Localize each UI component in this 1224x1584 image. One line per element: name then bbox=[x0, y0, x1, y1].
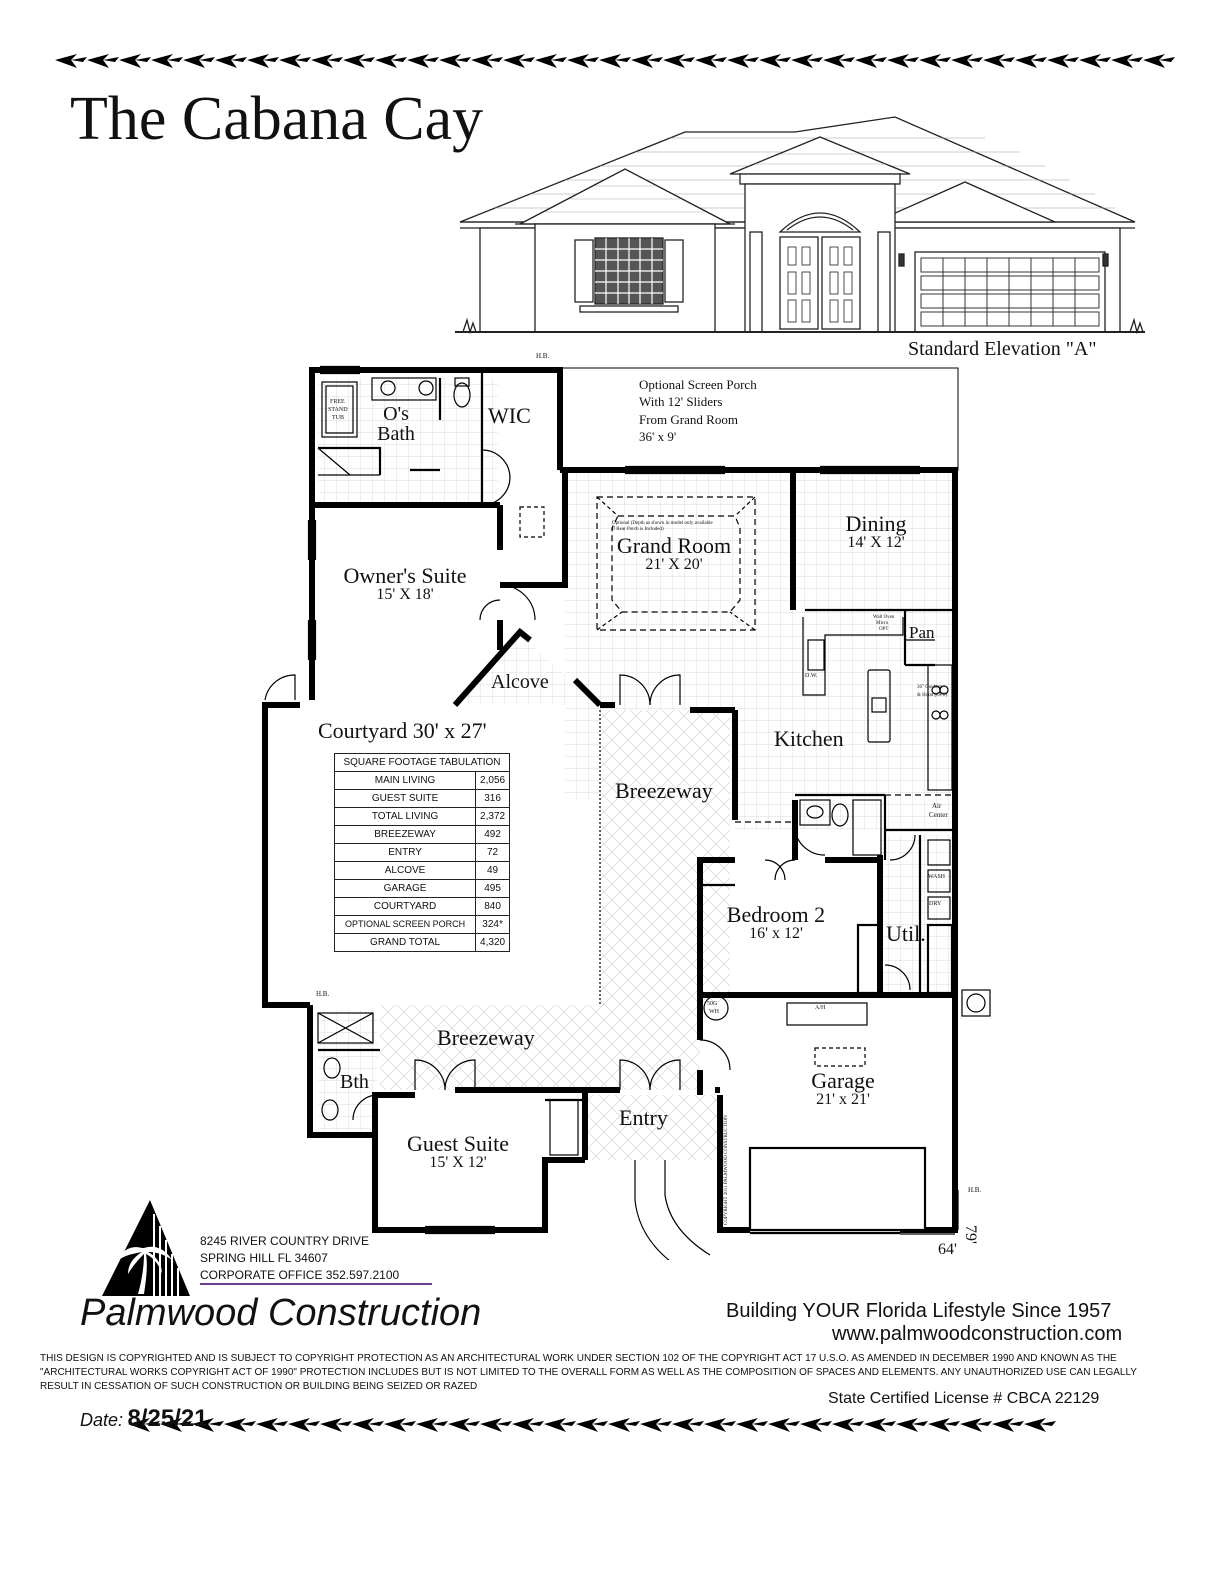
screen-porch-line1: Optional Screen Porch bbox=[639, 377, 757, 392]
dining-label bbox=[826, 512, 926, 552]
sqft-row-label: BREEZEWAY bbox=[335, 826, 476, 844]
plan-title: The Cabana Cay bbox=[70, 85, 484, 153]
screen-porch-line3: From Grand Room bbox=[639, 412, 738, 427]
screen-porch-line4: 36' x 9' bbox=[639, 429, 677, 444]
table-row bbox=[335, 772, 510, 790]
sqft-row-value: 72 bbox=[476, 844, 510, 862]
bedroom2-name: Bedroom 2 bbox=[726, 902, 826, 927]
border-arrow-shape bbox=[944, 1421, 960, 1426]
garage-label bbox=[793, 1069, 893, 1109]
washer-label: WASH bbox=[928, 874, 946, 880]
water-heater-label-line1: 50G bbox=[707, 1001, 718, 1007]
border-arrow-shape bbox=[1008, 1421, 1024, 1426]
accent-underline bbox=[200, 1283, 432, 1285]
sqft-row-label: OPTIONAL SCREEN PORCH bbox=[335, 916, 476, 934]
dining-name: Dining bbox=[845, 511, 907, 536]
sqft-row-label: MAIN LIVING bbox=[335, 772, 476, 790]
address-line2: SPRING HILL FL 34607 bbox=[200, 1251, 328, 1265]
dishwasher-label: D.W. bbox=[805, 673, 818, 679]
wall-oven-label-line2: Micro bbox=[876, 621, 889, 626]
palmwood-logo bbox=[98, 1196, 198, 1296]
kitchen-label: Kitchen bbox=[774, 726, 844, 751]
sqft-row-label: GUEST SUITE bbox=[335, 790, 476, 808]
tub-label-line1: FREE bbox=[330, 399, 345, 405]
border-arrow-shape bbox=[384, 1418, 406, 1432]
border-arrow-shape bbox=[800, 1418, 822, 1432]
grand-room-dims: 21' X 20' bbox=[645, 556, 703, 574]
sqft-row-label: GARAGE bbox=[335, 880, 476, 898]
cooktop-label-line2: & Hood (OPT) bbox=[917, 693, 948, 698]
table-row bbox=[335, 862, 510, 880]
sqft-row-value: 2,372 bbox=[476, 808, 510, 826]
border-arrow-shape bbox=[560, 1421, 576, 1426]
sqft-table-header: SQUARE FOOTAGE TABULATION bbox=[335, 754, 510, 772]
guest-suite-dims: 15' X 12' bbox=[429, 1154, 487, 1172]
border-arrow-shape bbox=[336, 1421, 352, 1426]
sqft-row-value: 2,056 bbox=[476, 772, 510, 790]
border-arrow-shape bbox=[208, 1421, 224, 1426]
sqft-row-value: 324* bbox=[476, 916, 510, 934]
garage-name: Garage bbox=[811, 1068, 875, 1093]
bedroom2-label bbox=[716, 903, 836, 943]
grand-room-label bbox=[604, 534, 744, 574]
sqft-row-label: TOTAL LIVING bbox=[335, 808, 476, 826]
border-arrow-shape bbox=[960, 1418, 982, 1432]
table-row bbox=[335, 934, 510, 952]
border-arrow-shape bbox=[528, 1421, 544, 1426]
wall-oven-label-line1: Wall Oven bbox=[873, 615, 895, 620]
date-label: Date: bbox=[80, 1410, 124, 1430]
sqft-row-label: ENTRY bbox=[335, 844, 476, 862]
corporate-office: CORPORATE OFFICE 352.597.2100 bbox=[200, 1268, 400, 1282]
wic-label: WIC bbox=[488, 403, 531, 428]
copyright-vertical: COPYRIGHT 2011 PALMWOOD CONSTRUCTION bbox=[724, 1115, 729, 1225]
sqft-row-value: 49 bbox=[476, 862, 510, 880]
owners-bath-name-2: Bath bbox=[377, 423, 415, 445]
border-arrow-shape bbox=[224, 1418, 246, 1432]
entry-label: Entry bbox=[619, 1105, 668, 1130]
table-row bbox=[335, 916, 510, 934]
border-arrow-shape bbox=[256, 1418, 278, 1432]
border-arrow-shape bbox=[752, 1421, 768, 1426]
square-footage-table bbox=[334, 753, 510, 952]
plan-date bbox=[80, 1405, 208, 1433]
company-website[interactable]: www.palmwoodconstruction.com bbox=[832, 1323, 1123, 1345]
utility-label: Util. bbox=[886, 921, 926, 946]
guest-suite-label bbox=[398, 1132, 518, 1172]
sqft-row-value: 492 bbox=[476, 826, 510, 844]
table-row bbox=[335, 790, 510, 808]
border-arrow-shape bbox=[992, 1418, 1014, 1432]
sqft-row-value: 840 bbox=[476, 898, 510, 916]
dimension-width: 64' bbox=[938, 1241, 957, 1258]
border-arrow-shape bbox=[512, 1418, 534, 1432]
border-arrow-shape bbox=[784, 1421, 800, 1426]
courtyard-label: Courtyard 30' x 27' bbox=[318, 718, 487, 743]
border-arrow-shape bbox=[544, 1418, 566, 1432]
screen-porch-line2: With 12' Sliders bbox=[639, 394, 723, 409]
guest-bath-label: Bth bbox=[340, 1071, 369, 1093]
border-arrow-shape bbox=[592, 1421, 608, 1426]
table-row bbox=[335, 826, 510, 844]
garage-dims: 21' x 21' bbox=[816, 1091, 870, 1109]
dimension-depth: 79' bbox=[962, 1225, 979, 1244]
grand-room-note-line1: Optional (Depth as shown in model only available bbox=[612, 521, 713, 526]
border-arrow-shape bbox=[848, 1421, 864, 1426]
border-arrow-shape bbox=[480, 1418, 502, 1432]
border-arrow-shape bbox=[864, 1418, 886, 1432]
hb-label-left: H.B. bbox=[316, 990, 330, 998]
border-arrow-shape bbox=[736, 1418, 758, 1432]
border-arrow-shape bbox=[976, 1421, 992, 1426]
copyright-notice: THIS DESIGN IS COPYRIGHTED AND IS SUBJECT TO COPYRIGHT PROTECTION AS AN ARCHITECTURAL WORK UNDER SECTION 102 OF THE COPYRIGHT ACT 17 U.S.O. AS AMENDED IN DECEMBER 1990 AND KNOWN AS THE "ARCHITECTURAL WORKS COPYRIGHT ACT OF 1990" PROTECTION INCLUDES BUT IS NOT LIMITED TO THE OVERALL FORM AS WELL AS THE COMPOSITION OF SPACES AND ELEMENTS. ANY UNAUTHORIZED USE CAN LEGALLY RESULT IN CESSATION OF SUCH CONSTRUCTION OR BUILDING BEING SEIZED OR RAZED bbox=[40, 1353, 1137, 1392]
owners-suite-name: Owner's Suite bbox=[343, 563, 467, 588]
water-heater-label-line2: WH bbox=[709, 1009, 719, 1015]
border-arrow-shape bbox=[400, 1421, 416, 1426]
border-arrow-shape bbox=[288, 1418, 310, 1432]
air-center-label-line1: Air bbox=[932, 802, 942, 810]
tub-label-line2: STAND bbox=[328, 407, 348, 413]
table-row bbox=[335, 898, 510, 916]
elevation-caption: Standard Elevation "A" bbox=[908, 338, 1097, 360]
grand-room-note-line2: if Rear Porch is Included) bbox=[612, 527, 664, 532]
border-arrow-shape bbox=[1040, 1421, 1056, 1426]
border-arrow-shape bbox=[272, 1421, 288, 1426]
bedroom2-dims: 16' x 12' bbox=[749, 925, 803, 943]
border-arrow-shape bbox=[832, 1418, 854, 1432]
border-arrow-shape bbox=[640, 1418, 662, 1432]
border-arrow-shape bbox=[352, 1418, 374, 1432]
hb-label-top: H.B. bbox=[536, 352, 550, 360]
border-arrow-shape bbox=[576, 1418, 598, 1432]
border-arrow-shape bbox=[656, 1421, 672, 1426]
border-arrow-shape bbox=[1024, 1418, 1046, 1432]
border-arrow-shape bbox=[448, 1418, 470, 1432]
table-row bbox=[335, 880, 510, 898]
sqft-row-value: 495 bbox=[476, 880, 510, 898]
border-arrow-shape bbox=[816, 1421, 832, 1426]
breezeway-bottom-label: Breezeway bbox=[437, 1025, 535, 1050]
border-arrow-shape bbox=[624, 1421, 640, 1426]
grand-room-name: Grand Room bbox=[616, 533, 732, 558]
alcove-label: Alcove bbox=[491, 671, 549, 693]
wall-oven-label-line3: OPT bbox=[879, 627, 889, 632]
date-value: 8/25/21 bbox=[127, 1405, 208, 1432]
company-tagline: Building YOUR Florida Lifestyle Since 1957 bbox=[726, 1300, 1112, 1322]
border-arrow-shape bbox=[240, 1421, 256, 1426]
border-arrow-shape bbox=[912, 1421, 928, 1426]
license-number: State Certified License # CBCA 22129 bbox=[828, 1390, 1100, 1407]
dining-dims: 14' X 12' bbox=[847, 534, 905, 552]
dryer-label: DRY bbox=[929, 901, 942, 907]
border-arrow-shape bbox=[720, 1421, 736, 1426]
tub-label-line3: TUB bbox=[332, 415, 344, 421]
guest-suite-name: Guest Suite bbox=[406, 1131, 510, 1156]
owners-bath-name-1: O's bbox=[383, 403, 409, 425]
border-arrow-shape bbox=[464, 1421, 480, 1426]
border-arrow-shape bbox=[304, 1421, 320, 1426]
border-arrow-shape bbox=[320, 1418, 342, 1432]
border-arrow-shape bbox=[368, 1421, 384, 1426]
sqft-row-label: GRAND TOTAL bbox=[335, 934, 476, 952]
border-arrow-shape bbox=[432, 1421, 448, 1426]
border-arrow-shape bbox=[704, 1418, 726, 1432]
border-arrow-shape bbox=[880, 1421, 896, 1426]
border-arrow-shape bbox=[688, 1421, 704, 1426]
owners-suite-dims: 15' X 18' bbox=[376, 586, 434, 604]
sqft-row-value: 316 bbox=[476, 790, 510, 808]
border-arrow-shape bbox=[672, 1418, 694, 1432]
company-address bbox=[200, 1233, 399, 1284]
border-arrow-shape bbox=[496, 1421, 512, 1426]
owners-bath-label bbox=[366, 404, 426, 444]
border-arrow-shape bbox=[896, 1418, 918, 1432]
border-arrow-shape bbox=[608, 1418, 630, 1432]
cooktop-label-line1: 36" Cooktop bbox=[917, 685, 943, 690]
owners-suite-label bbox=[335, 564, 475, 604]
hb-label-right: H.B. bbox=[968, 1186, 982, 1194]
pantry-label: Pan bbox=[909, 623, 935, 642]
company-name: Palmwood Construction bbox=[80, 1292, 482, 1334]
border-arrow-shape bbox=[416, 1418, 438, 1432]
breezeway-right-label: Breezeway bbox=[615, 778, 713, 803]
sqft-row-label: ALCOVE bbox=[335, 862, 476, 880]
address-line1: 8245 RIVER COUNTRY DRIVE bbox=[200, 1234, 369, 1248]
air-handler-label: A/H bbox=[815, 1005, 826, 1011]
border-arrow-shape bbox=[768, 1418, 790, 1432]
air-center-label-line2: Center bbox=[929, 811, 948, 819]
sqft-row-label: COURTYARD bbox=[335, 898, 476, 916]
border-arrow-shape bbox=[928, 1418, 950, 1432]
table-row bbox=[335, 808, 510, 826]
sqft-row-value: 4,320 bbox=[476, 934, 510, 952]
table-row bbox=[335, 844, 510, 862]
